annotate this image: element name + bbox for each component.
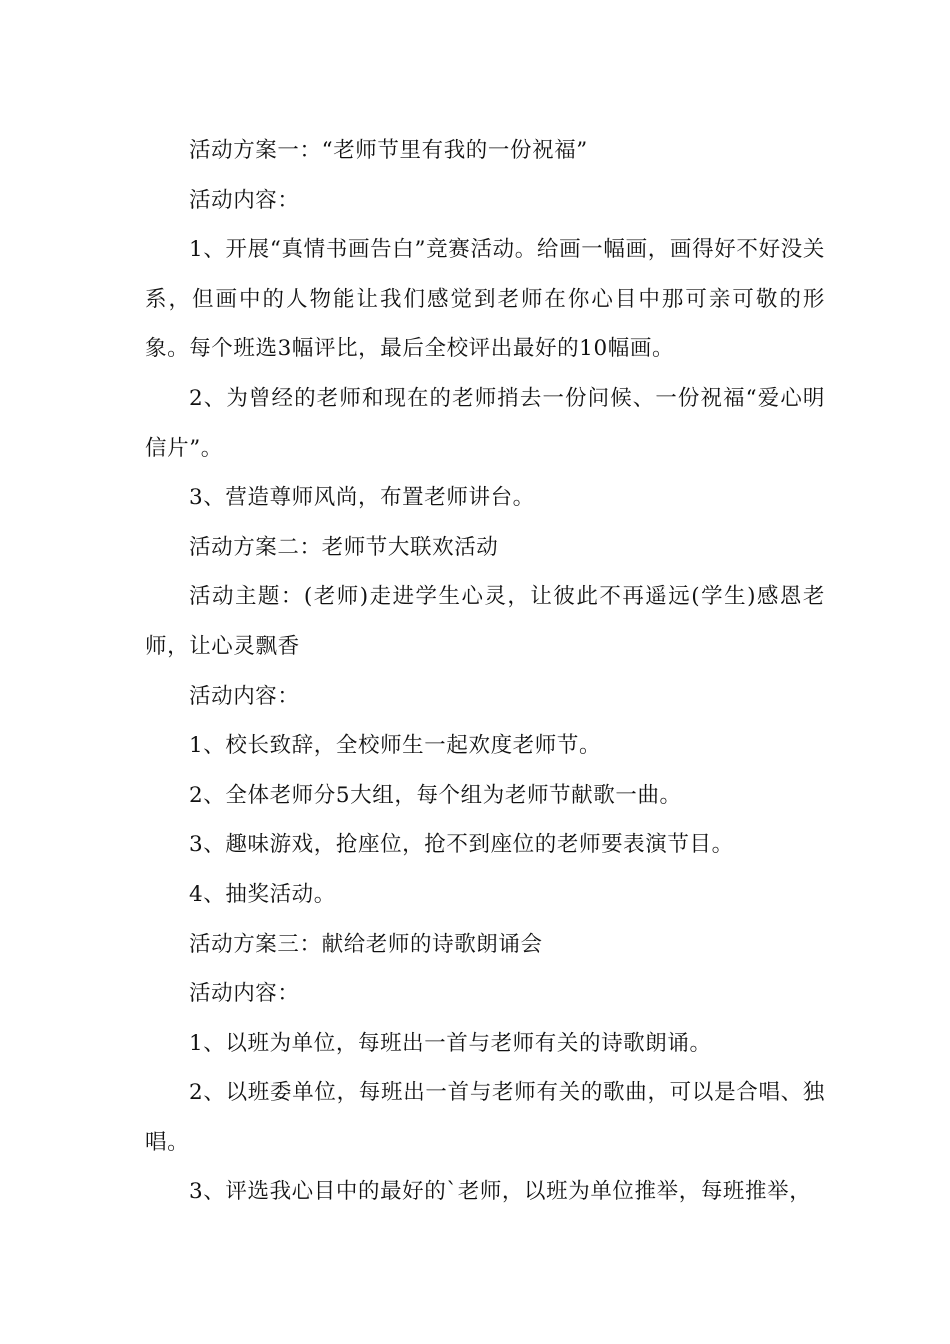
plan-three-content-heading: 活动内容： — [189, 981, 300, 1007]
plan-two-item-1: 1、校长致辞，全校师生一起欢度老师节。 — [189, 733, 602, 759]
plan-two-item-2: 2、全体老师分5大组，每个组为老师节献歌一曲。 — [189, 782, 682, 808]
plan-two-item-3: 3、趣味游戏，抢座位，抢不到座位的老师要表演节目。 — [189, 832, 734, 858]
plan-three-item-1: 1、以班为单位，每班出一首与老师有关的诗歌朗诵。 — [189, 1030, 712, 1056]
plan-three-item-3: 3、评选我心目中的最好的`老师，以班为单位推举，每班推举， — [189, 1179, 812, 1205]
plan-one-title: 活动方案一：“老师节里有我的一份祝福” — [189, 138, 588, 163]
plan-one-item-3: 3、营造尊师风尚，布置老师讲台。 — [189, 485, 535, 511]
plan-two-title: 活动方案二：老师节大联欢活动 — [189, 534, 499, 560]
plan-one-content-heading: 活动内容： — [189, 187, 300, 213]
plan-one-item-2: 2、为曾经的老师和现在的老师捎去一份问候、一份祝福“爱心明信片”。 — [145, 385, 825, 461]
plan-two-theme: 活动主题：(老师)走进学生心灵，让彼此不再遥远(学生)感恩老师，让心灵飘香 — [145, 584, 825, 659]
document-page — [145, 126, 825, 1217]
plan-two-item-4: 4、抽奖活动。 — [189, 881, 336, 907]
plan-two-content-heading: 活动内容： — [189, 683, 300, 709]
plan-three-item-2: 2、以班委单位，每班出一首与老师有关的歌曲，可以是合唱、独唱。 — [145, 1080, 825, 1155]
plan-three-title: 活动方案三：献给老师的诗歌朗诵会 — [189, 931, 543, 957]
plan-one-item-1: 1、开展“真情书画告白”竞赛活动。给画一幅画，画得好不好没关系，但画中的人物能让我们感觉到老师在你心目中那可亲可敬的形象。每个班选3幅评比，最后全校评出最好的10幅画。 — [145, 237, 825, 362]
